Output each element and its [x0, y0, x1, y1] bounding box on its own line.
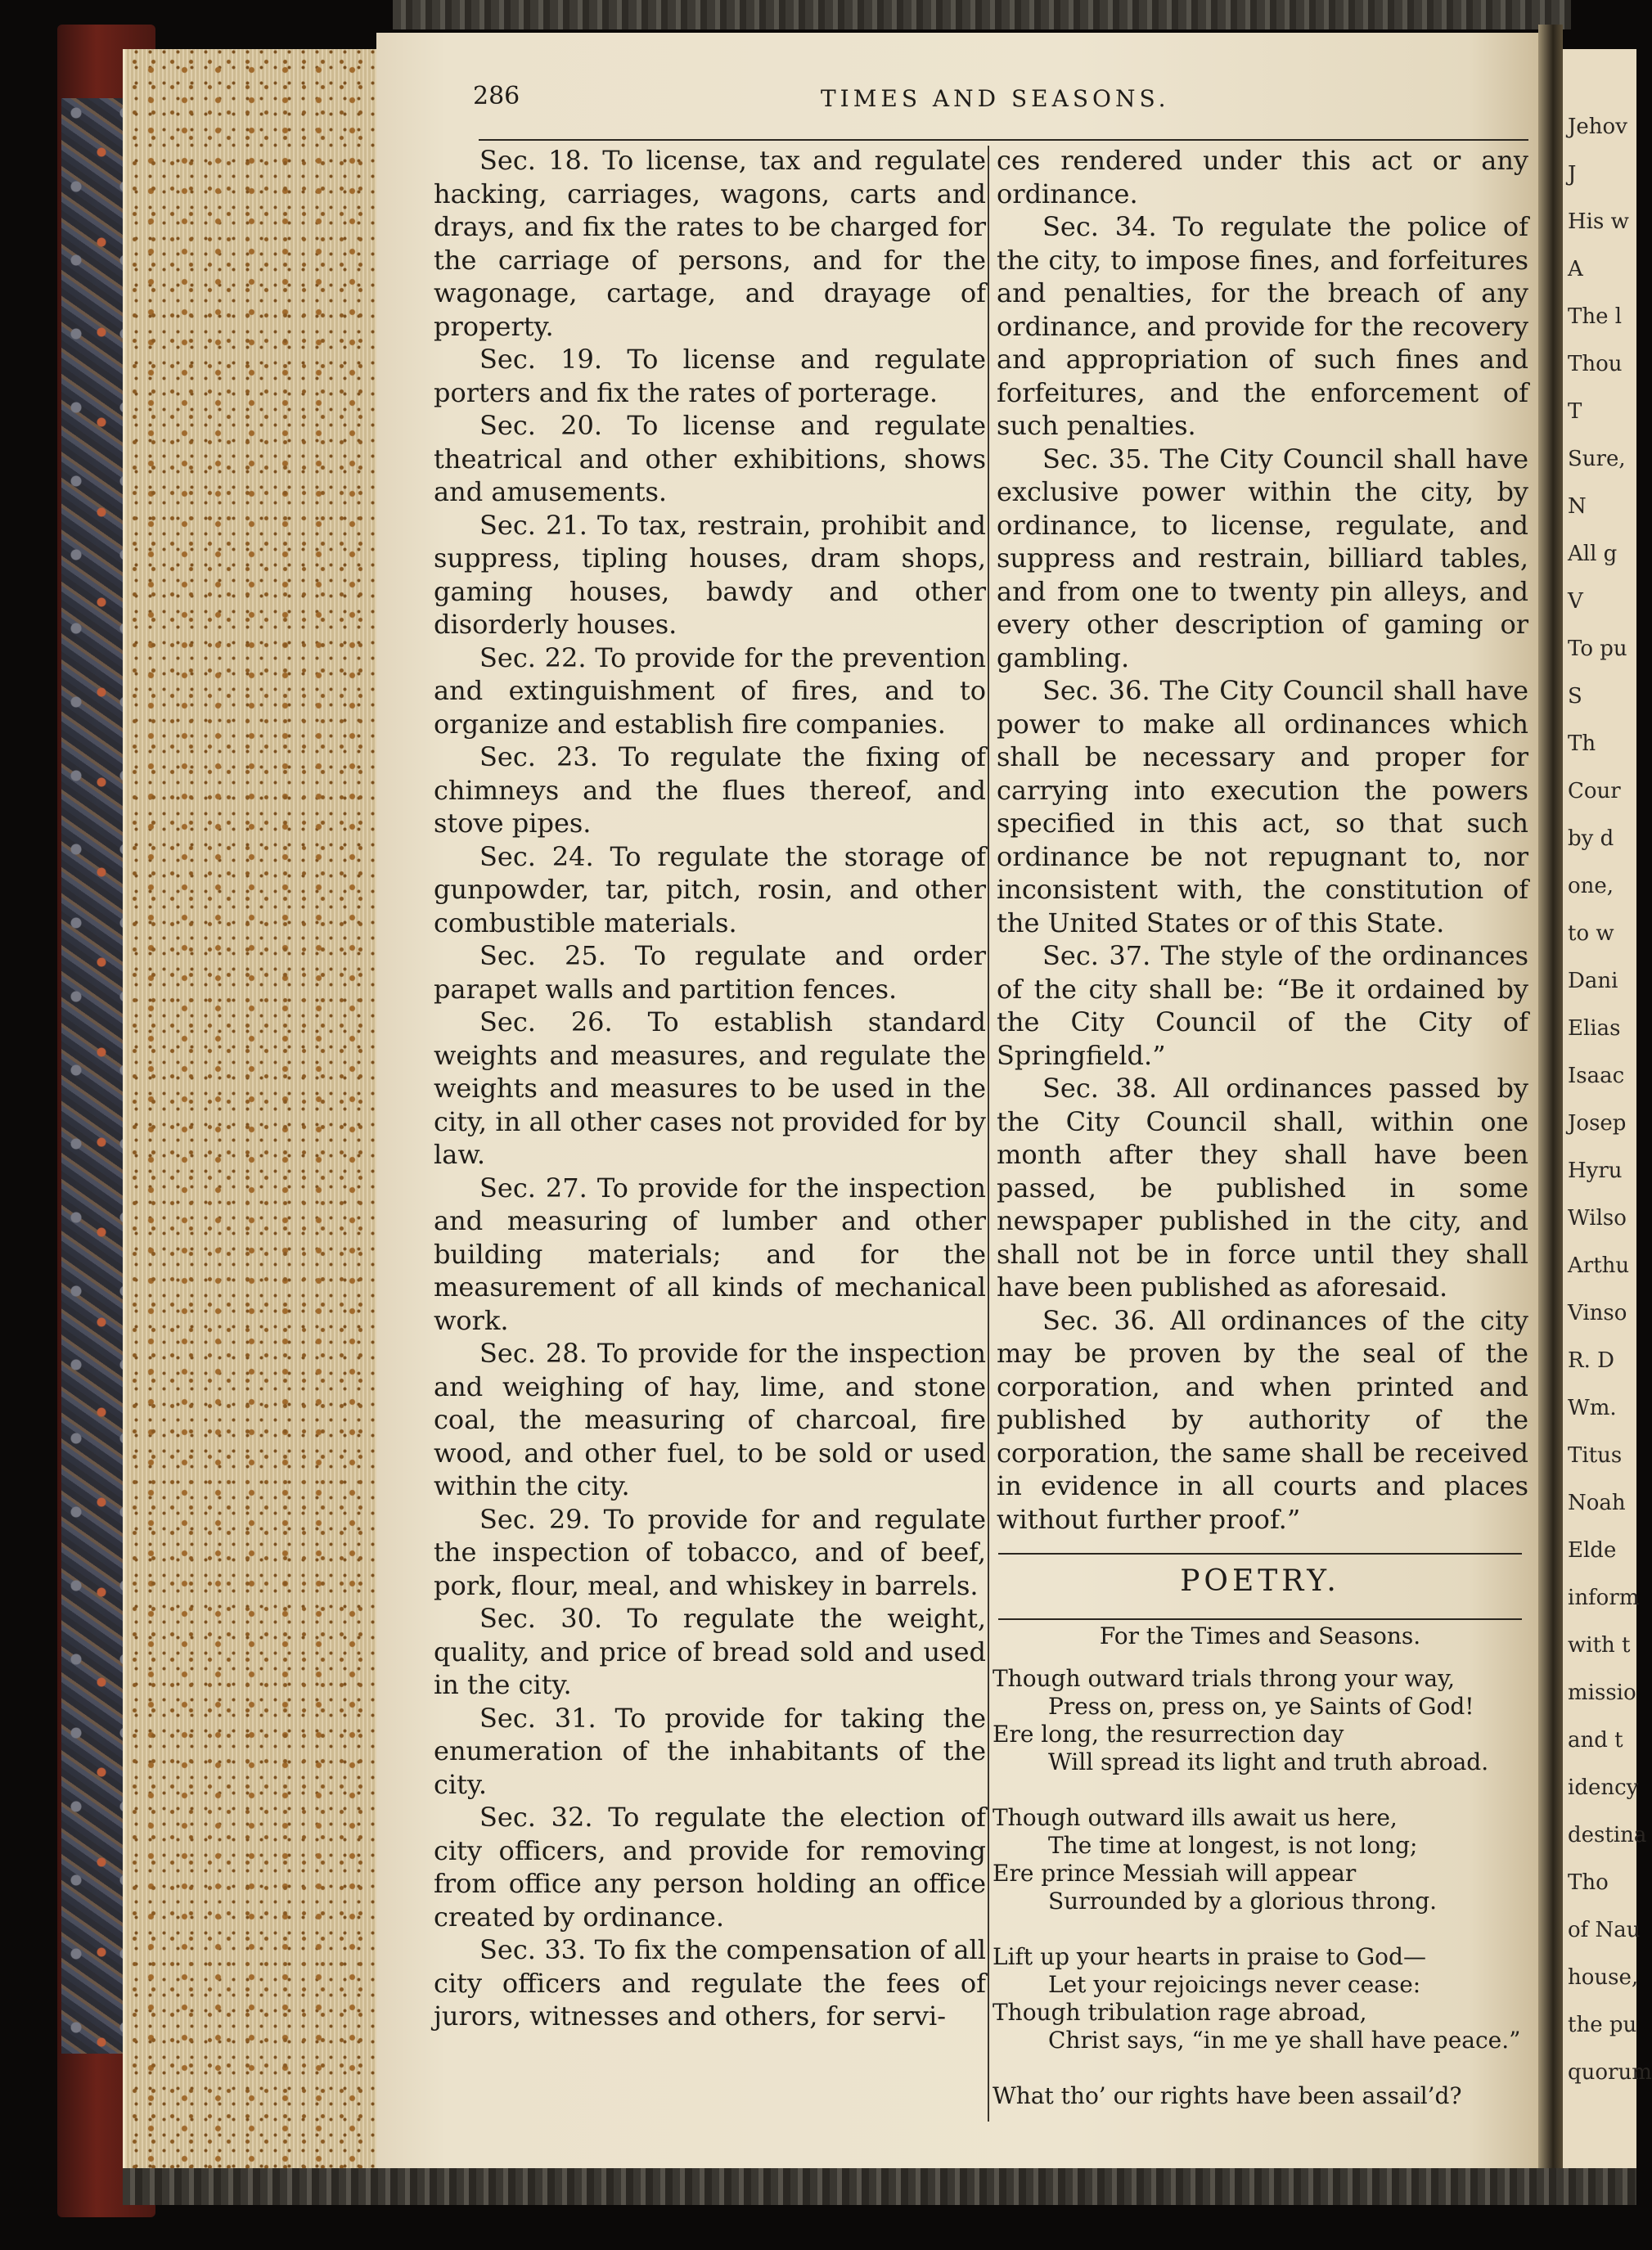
section-number: Sec. 26. [479, 1006, 613, 1037]
next-page-text: Arthu [1568, 1253, 1630, 1278]
next-page-text: Elias [1568, 1016, 1621, 1041]
next-page-text: Jehov [1568, 115, 1627, 139]
poem-line: Though tribulation rage abroad, [993, 1999, 1367, 2026]
ordinance-section [434, 1503, 986, 1603]
section-number: Sec. 36. [1042, 675, 1150, 706]
poem-line: Will spread its light and truth abroad. [1048, 1748, 1489, 1775]
page-gutter [1538, 25, 1563, 2185]
section-number: Sec. 27. [479, 1172, 587, 1204]
section-number: Sec. 34. [1042, 211, 1157, 242]
section-text: The style of the ordinances of the city shall be: “Be it ordained by the City Council of the City of Springfield.” [997, 940, 1529, 1071]
section-text: All ordinances of the city may be proven by the seal of the corporation, and when printed and published by authority of the corporation, the same shall be received in evidence in all courts and places without further proof.” [997, 1304, 1529, 1535]
section-text: The City Council shall have power to make all ordinances which shall be necessary and proper for carrying into execution the powers specified in this act, so that such ordinance be not repugnant to, nor inconsistent with, the constitution of the United States or of this State. [997, 675, 1528, 938]
ordinance-section [997, 674, 1528, 939]
section-text: To tax, restrain, prohibit and suppress, tipling houses, dram shops, gaming houses, bawdy and other disorderly houses. [434, 509, 987, 640]
ordinance-section [434, 144, 986, 343]
section-text: To regulate the fixing of chimneys and the flues thereof, and stove pipes. [434, 741, 987, 839]
poem-line: Press on, press on, ye Saints of God! [1048, 1693, 1474, 1720]
next-page-text: Vinso [1568, 1301, 1627, 1325]
next-page-text: Wilso [1568, 1206, 1627, 1231]
section-number: Sec. 31. [479, 1702, 596, 1734]
header-title: TIMES AND SEASONS. [821, 85, 1170, 112]
next-page-text: to w [1568, 921, 1614, 946]
next-page-text: Noah [1568, 1491, 1626, 1515]
section-number: Sec. 32. [479, 1802, 593, 1833]
next-page-text: house, [1568, 1965, 1639, 1990]
poem-line: What tho’ our rights have been assail’d? [993, 2082, 1462, 2109]
ordinance-section [434, 1006, 986, 1172]
next-page-text: missio [1568, 1681, 1636, 1705]
next-page-text: one, [1568, 874, 1614, 898]
ordinance-section [434, 840, 986, 940]
page-number: 286 [473, 82, 520, 110]
ordinance-section [434, 939, 986, 1006]
ordinance-section [434, 409, 986, 509]
next-page-text: Sure, [1568, 447, 1626, 471]
section-text: To provide for the inspection and measuring of lumber and other building materials; and for the measurement of all kinds of mechanical work. [434, 1172, 987, 1336]
next-page-text: quorum [1568, 2060, 1652, 2085]
next-page-text: A [1568, 257, 1583, 281]
section-text: To license and regulate porters and fix the rates of porterage. [434, 344, 987, 408]
next-page-text: with t [1568, 1633, 1631, 1658]
poetry-rule-top [998, 1553, 1522, 1555]
next-page-text: All g [1568, 542, 1618, 566]
next-page-text: Dani [1568, 969, 1618, 993]
poem [993, 1665, 1533, 2138]
section-text: To regulate the weight, quality, and price of bread sold and used in the city. [434, 1603, 987, 1700]
section-text: To provide for the prevention and extinguishment of fires, and to organize and establish fire companies. [434, 641, 986, 740]
next-page-text: and t [1568, 1728, 1623, 1753]
next-page-text: Wm. [1568, 1396, 1617, 1420]
next-page-text: by d [1568, 826, 1614, 851]
poem-line: Though outward ills await us here, [993, 1804, 1398, 1831]
next-page-fragment [1563, 49, 1652, 2168]
poem-line: The time at longest, is not long; [1048, 1832, 1418, 1859]
poem-line: Christ says, “in me ye shall have peace.” [1048, 2027, 1521, 2054]
ordinance-section [434, 343, 986, 409]
next-page-text: Hyru [1568, 1159, 1623, 1183]
next-page-text: Elde [1568, 1538, 1617, 1563]
poem-line: Surrounded by a glorious throng. [1048, 1888, 1438, 1915]
next-page-text: To pu [1568, 637, 1627, 661]
section-text: To fix the compensation of all city officers and regulate the fees of jurors, witnesses and others, for servi- [434, 1934, 987, 2032]
marbled-board [61, 98, 127, 2054]
ordinance-section [434, 1801, 986, 1933]
header-rule [479, 139, 1528, 141]
next-page-text: Cour [1568, 779, 1621, 803]
ordinance-section [434, 1172, 986, 1338]
poem-line: Lift up your hearts in praise to God— [993, 1943, 1426, 1970]
next-page-text: His w [1568, 209, 1629, 234]
ordinance-section [434, 1602, 986, 1702]
column-divider [988, 146, 989, 2122]
next-page-text: Titus [1568, 1443, 1623, 1468]
section-text: To regulate the police of the city, to impose fines, and forfeitures and penalties, for the breach of any ordinance, and provide for the recovery and appropriation of such fines and forfeitures, and the enforcement of such penalties. [997, 211, 1529, 441]
section-text: The City Council shall have exclusive power within the city, by ordinance, to license, regulate, and suppress and restrain, billiard tables, and from one to twenty pin alleys, and every other description of gaming or gambling. [997, 443, 1528, 673]
poetry-rule-bottom [998, 1618, 1522, 1620]
poem-line: Though outward trials throng your way, [993, 1665, 1456, 1692]
next-page-text: N [1568, 494, 1587, 519]
next-page-text: Tho [1568, 1870, 1609, 1895]
book-cover-bottom [123, 2168, 1636, 2205]
section-text: To license and regulate theatrical and other exhibitions, shows and amusements. [434, 410, 987, 507]
poem-stanza [993, 1943, 1533, 2054]
section-number: Sec. 36. [1042, 1304, 1156, 1336]
poem-line: Ere long, the resurrection day [993, 1721, 1344, 1748]
page-edge-foxing [123, 49, 383, 2168]
ordinance-section [434, 1337, 986, 1503]
section-text: All ordinances passed by the City Council shall, within one month after they shall have been passed, be published in some newspaper published in the city, and shall not be in force until they shall have been published as aforesaid. [997, 1073, 1528, 1303]
next-page-text: J [1568, 162, 1577, 187]
section-number: Sec. 38. [1042, 1073, 1158, 1104]
section-text: To regulate the election of city officers, and provide for removing from office any person holding an office created by ordinance. [434, 1802, 987, 1933]
section-number: Sec. 35. [1042, 443, 1150, 475]
ordinance-section [997, 939, 1528, 1072]
next-page-text: of Nau [1568, 1918, 1641, 1942]
section-number: Sec. 21. [479, 509, 587, 541]
poem-source: For the Times and Seasons. [1099, 1622, 1421, 1649]
next-page-text: R. D [1568, 1348, 1614, 1373]
next-page-text: the pu [1568, 2013, 1637, 2037]
ordinance-section [434, 740, 986, 840]
section-text: To provide for and regulate the inspection of tobacco, and of beef, pork, flour, meal, and whiskey in barrels. [434, 1503, 987, 1601]
section-text: To establish standard weights and measures, and regulate the weights and measures to be used in the city, in all other cases not provided for by law. [434, 1006, 986, 1170]
ordinance-section [997, 443, 1528, 675]
section-text: To provide for taking the enumeration of the inhabitants of the city. [434, 1702, 986, 1800]
section-number: Sec. 23. [479, 741, 598, 772]
next-page-text: Josep [1568, 1111, 1627, 1136]
section-number: Sec. 19. [479, 344, 603, 375]
section-number: Sec. 37. [1042, 940, 1151, 971]
left-column [434, 144, 986, 2033]
next-page-text: inform [1568, 1586, 1640, 1610]
section-number: Sec. 30. [479, 1603, 603, 1634]
next-page-text: Isaac [1568, 1064, 1625, 1088]
poem-line: Ere prince Messiah will appear [993, 1860, 1357, 1887]
next-page-text: S [1568, 684, 1582, 709]
section-text: To license, tax and regulate hacking, carriages, wagons, carts and drays, and fix the rates to be charged for the carriage of persons, and for the wagonage, cartage, and drayage of property. [434, 145, 987, 342]
section-number: Sec. 25. [479, 940, 606, 971]
next-page-text: destina [1568, 1823, 1647, 1847]
ordinance-section [434, 509, 986, 641]
next-page-text: Th [1568, 731, 1596, 756]
poetry-heading: POETRY. [1180, 1564, 1340, 1598]
next-page-text: V [1568, 589, 1583, 614]
next-page-text: Thou [1568, 352, 1623, 376]
section-text: To provide for the inspection and weighing of hay, lime, and stone coal, the measuring of charcoal, fire wood, and other fuel, to be sold or used within the city. [434, 1338, 987, 1501]
running-head [473, 82, 1528, 131]
ordinance-section [434, 641, 986, 741]
next-page-text: T [1568, 399, 1582, 424]
ordinance-section [434, 1933, 986, 2033]
ordinance-section [997, 1072, 1528, 1304]
section-number: Sec. 33. [479, 1934, 587, 1965]
section-number: Sec. 22. [479, 641, 587, 673]
section-number: Sec. 20. [479, 410, 603, 441]
book-cover-top [393, 0, 1571, 29]
ordinance-section [434, 1702, 986, 1802]
next-page-text: idency [1568, 1775, 1639, 1800]
section-text: ces rendered under this act or any ordinance. [997, 145, 1528, 209]
section-number: Sec. 28. [479, 1338, 587, 1369]
poem-stanza [993, 2082, 1533, 2110]
section-text: To regulate the storage of gunpowder, tar, pitch, rosin, and other combustible materials. [434, 840, 987, 938]
poem-line: Let your rejoicings never cease: [1048, 1971, 1421, 1998]
section-number: Sec. 24. [479, 840, 594, 872]
poem-stanza [993, 1665, 1533, 1776]
ordinance-section [997, 210, 1528, 443]
section-number: Sec. 18. [479, 145, 591, 176]
section-number: Sec. 29. [479, 1503, 591, 1535]
section-text: To regulate and order parapet walls and partition fences. [434, 940, 987, 1005]
ordinance-section [997, 144, 1528, 210]
right-column [997, 144, 1528, 1536]
ordinance-section [997, 1304, 1528, 1537]
poem-stanza [993, 1804, 1533, 1915]
next-page-text: The l [1568, 304, 1623, 329]
